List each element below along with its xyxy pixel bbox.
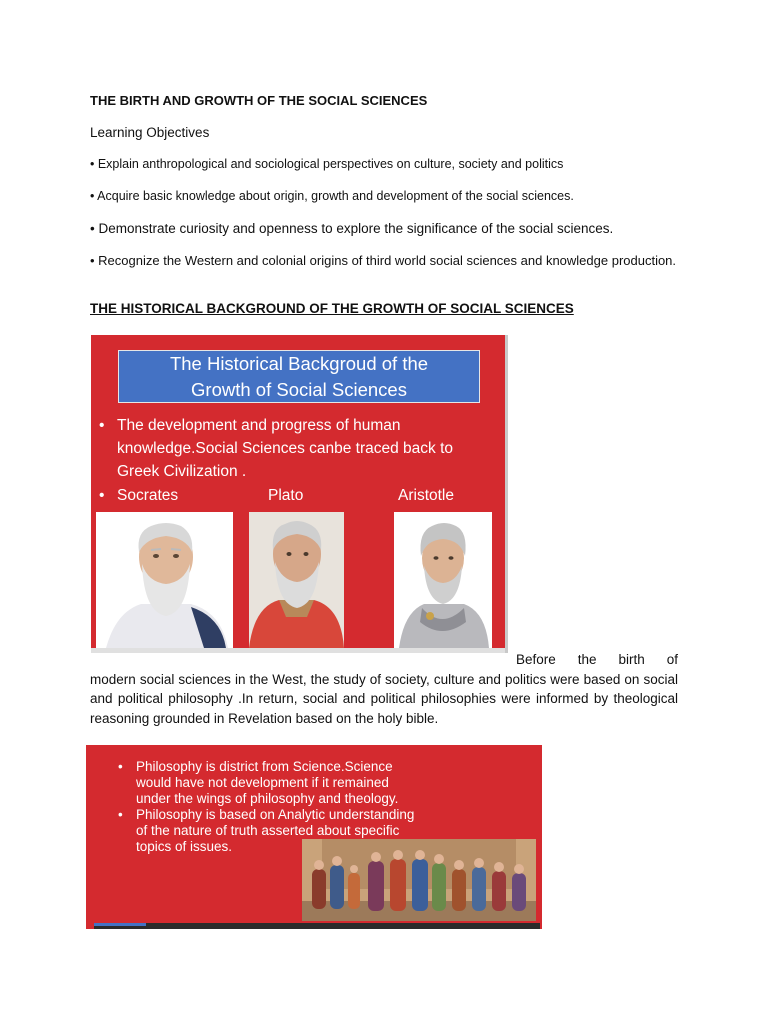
slide2-progress-accent (94, 923, 146, 926)
slide2-bottom-bar (94, 923, 540, 929)
slide-bullet-1 (99, 414, 489, 483)
slide2-bullet-2-line-3: topics of issues. (136, 839, 233, 854)
bullet-dot: • (99, 487, 105, 504)
objective-4: • Recognize the Western and colonial origins of third world social sciences and knowledge production. (90, 253, 677, 268)
slide-bullet-1-line-3: Greek Civilization . (117, 463, 247, 480)
bullet-dot: • (118, 759, 123, 774)
slide-philosophy (86, 745, 542, 929)
aristotle-portrait (394, 512, 492, 648)
section-heading: THE HISTORICAL BACKGROUND OF THE GROWTH OF SOCIAL SCIENCES (90, 301, 574, 316)
slide2-bullet-1-line-2: would have not development if it remained (136, 775, 389, 790)
bullet-dot: • (118, 807, 123, 822)
slide-historical-background (91, 335, 505, 653)
slide2-bullet-1-line-1: Philosophy is district from Science.Science (136, 759, 393, 774)
objective-1: • Explain anthropological and sociological perspectives on culture, society and politics (90, 157, 564, 171)
learning-objectives-label: Learning Objectives (90, 125, 210, 140)
name-socrates: Socrates (117, 487, 179, 504)
slide-edge-shadow (505, 335, 508, 653)
socrates-portrait (96, 512, 233, 648)
document-title: THE BIRTH AND GROWTH OF THE SOCIAL SCIENCES (90, 93, 428, 108)
bullet-dot: • (99, 417, 105, 434)
name-plato: Plato (268, 487, 304, 504)
slide2-bullet-1 (114, 759, 534, 807)
paragraph-rest: modern social sciences in the West, the study of society, culture and politics were based on social and political philosophy .In return, social and political philosophies were informed by theological reasoning grounded in Revelation based on the holy bible. (90, 671, 678, 726)
slide2-bullet-2-line-2: of the nature of truth asserted about specific (136, 823, 400, 838)
slide-title-line-2: Growth of Social Sciences (191, 379, 407, 400)
slide-title-line-1: The Historical Backgroud of the (169, 353, 429, 374)
objective-3: • Demonstrate curiosity and openness to explore the significance of the social sciences. (90, 221, 614, 236)
paragraph-first-line: Before the birth of (516, 652, 678, 667)
slide2-bullet-1-line-3: under the wings of philosophy and theology. (136, 791, 399, 806)
plato-portrait (249, 512, 344, 648)
slide2-bullet-2-line-1: Philosophy is based on Analytic understanding (136, 807, 415, 822)
name-aristotle: Aristotle (398, 487, 454, 504)
slide-bullet-1-line-2: knowledge.Social Sciences canbe traced back to (117, 440, 454, 457)
school-of-athens-painting (302, 839, 536, 921)
body-paragraph (90, 650, 678, 728)
slide-bullet-1-line-1: The development and progress of human (117, 417, 401, 434)
objective-2: • Acquire basic knowledge about origin, growth and development of the social sciences. (90, 189, 574, 203)
slide-title-box (118, 350, 480, 403)
slide-bullet-2 (99, 484, 178, 507)
